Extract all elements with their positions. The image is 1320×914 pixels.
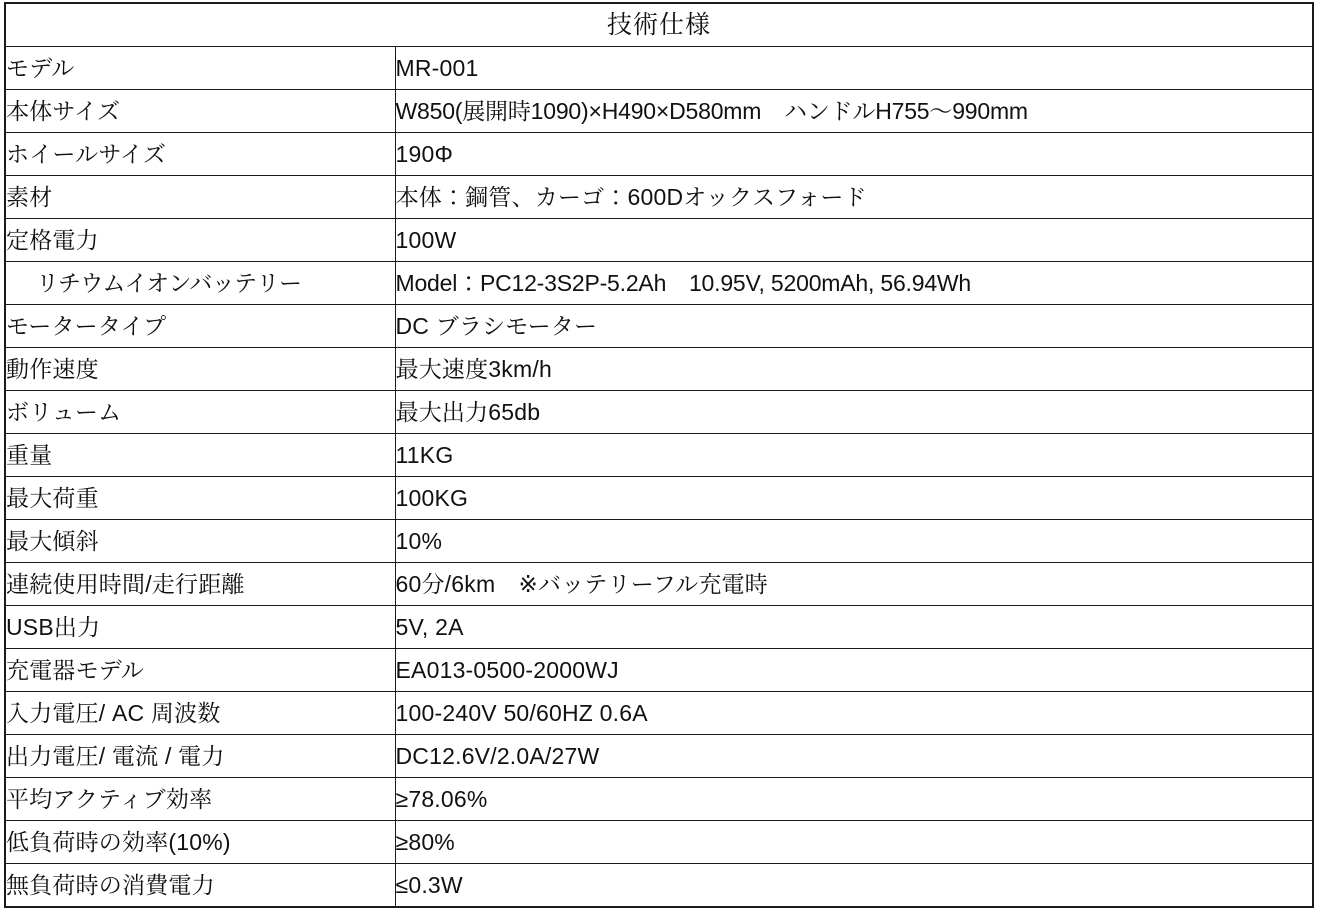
spec-value: ≤0.3W <box>395 864 1313 908</box>
table-row <box>5 133 1313 176</box>
spec-label: 無負荷時の消費電力 <box>5 864 395 908</box>
table-row <box>5 219 1313 262</box>
spec-value: W850(展開時1090)×H490×D580mm ハンドルH755〜990mm <box>395 90 1313 133</box>
spec-label: 充電器モデル <box>5 649 395 692</box>
spec-value: 最大速度3km/h <box>395 348 1313 391</box>
spec-value: DC ブラシモーター <box>395 305 1313 348</box>
table-row <box>5 821 1313 864</box>
spec-value: MR-001 <box>395 47 1313 90</box>
table-row <box>5 692 1313 735</box>
spec-value: 100KG <box>395 477 1313 520</box>
table-row <box>5 305 1313 348</box>
table-row <box>5 90 1313 133</box>
spec-label: モータータイプ <box>5 305 395 348</box>
spec-value: EA013-0500-2000WJ <box>395 649 1313 692</box>
spec-value: ≥78.06% <box>395 778 1313 821</box>
spec-label: 最大傾斜 <box>5 520 395 563</box>
table-row <box>5 563 1313 606</box>
spec-label: ボリューム <box>5 391 395 434</box>
spec-label: 入力電圧/ AC 周波数 <box>5 692 395 735</box>
table-row <box>5 262 1313 305</box>
spec-label: リチウムイオンバッテリー <box>5 262 395 305</box>
spec-label: 平均アクティブ効率 <box>5 778 395 821</box>
spec-value: 本体：鋼管、カーゴ：600Dオックスフォード <box>395 176 1313 219</box>
technical-specifications-table <box>4 2 1314 908</box>
spec-label: 定格電力 <box>5 219 395 262</box>
spec-label: ホイールサイズ <box>5 133 395 176</box>
spec-value: 100-240V 50/60HZ 0.6A <box>395 692 1313 735</box>
spec-label: 本体サイズ <box>5 90 395 133</box>
spec-label: 素材 <box>5 176 395 219</box>
table-row <box>5 606 1313 649</box>
spec-value: 10% <box>395 520 1313 563</box>
spec-value: 5V, 2A <box>395 606 1313 649</box>
table-row <box>5 47 1313 90</box>
table-row <box>5 520 1313 563</box>
page-title: 技術仕様 <box>5 3 1313 47</box>
table-row <box>5 477 1313 520</box>
table-row <box>5 864 1313 908</box>
spec-value: 60分/6km ※バッテリーフル充電時 <box>395 563 1313 606</box>
spec-label: 連続使用時間/走行距離 <box>5 563 395 606</box>
table-row <box>5 176 1313 219</box>
table-row <box>5 391 1313 434</box>
table-title-row <box>5 3 1313 47</box>
spec-label: USB出力 <box>5 606 395 649</box>
spec-value: ≥80% <box>395 821 1313 864</box>
table-row <box>5 735 1313 778</box>
spec-value: DC12.6V/2.0A/27W <box>395 735 1313 778</box>
spec-label: 低負荷時の効率(10%) <box>5 821 395 864</box>
spec-label: 最大荷重 <box>5 477 395 520</box>
spec-value: 11KG <box>395 434 1313 477</box>
spec-label: モデル <box>5 47 395 90</box>
table-row <box>5 348 1313 391</box>
spec-value: Model：PC12-3S2P-5.2Ah 10.95V, 5200mAh, 56.94Wh <box>395 262 1313 305</box>
spec-label: 動作速度 <box>5 348 395 391</box>
spec-value: 190Φ <box>395 133 1313 176</box>
table-row <box>5 434 1313 477</box>
spec-value: 100W <box>395 219 1313 262</box>
table-row <box>5 649 1313 692</box>
spec-value: 最大出力65db <box>395 391 1313 434</box>
spec-label: 出力電圧/ 電流 / 電力 <box>5 735 395 778</box>
spec-label: 重量 <box>5 434 395 477</box>
table-row <box>5 778 1313 821</box>
